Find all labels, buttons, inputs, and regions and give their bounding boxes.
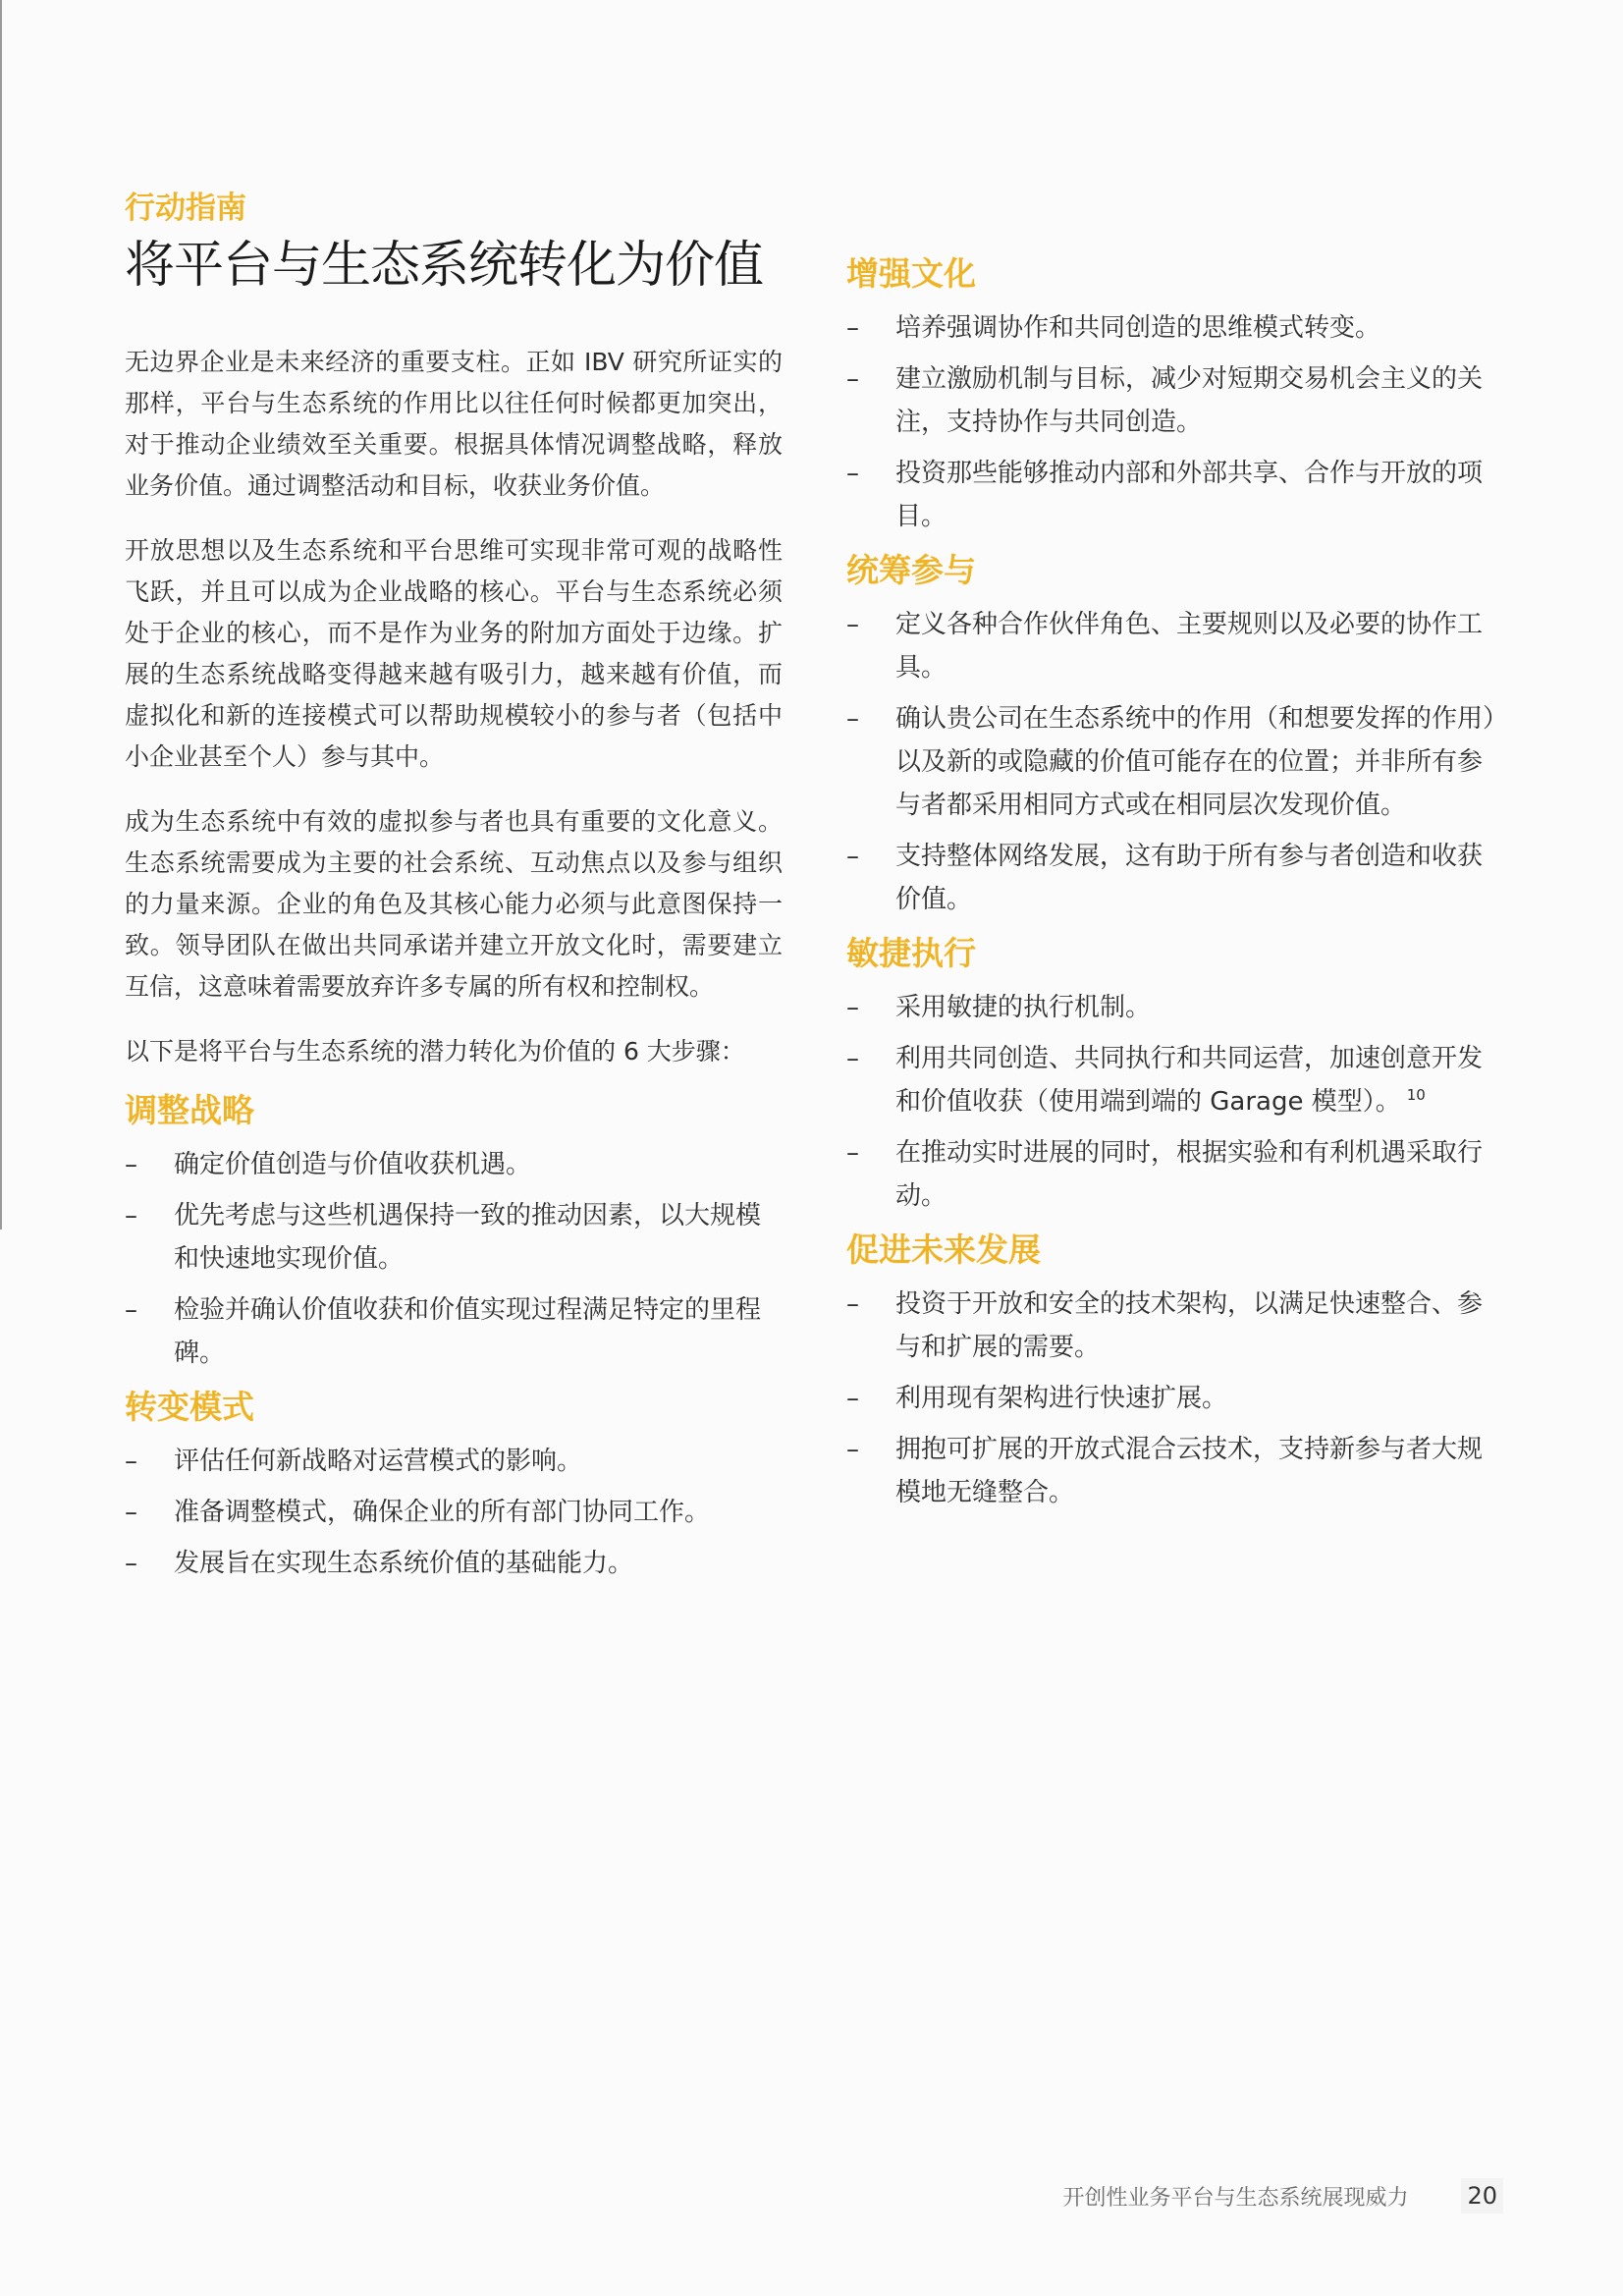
bullet-list: [846, 603, 1504, 921]
list-item-text: 支持整体网络发展，这有助于所有参与者创造和收获价值。: [895, 842, 1484, 914]
section-eyebrow: 行动指南: [125, 191, 246, 226]
section-heading: 调整战略: [125, 1091, 254, 1129]
dash-marker: –: [846, 610, 859, 639]
section-heading: 促进未来发展: [846, 1230, 1041, 1269]
list-item: [846, 452, 1504, 538]
list-item-text: 评估任何新战略对运营模式的影响。: [174, 1447, 583, 1476]
dash-marker: –: [846, 1289, 859, 1319]
list-item-text: 在推动实时进展的同时，根据实验和有利机遇采取行动。: [895, 1138, 1484, 1211]
bullet-list: [846, 1283, 1504, 1514]
list-item: [125, 1542, 783, 1585]
page-edge-divider: [0, 0, 2, 1230]
intro-text: [125, 342, 783, 1072]
list-item-text: 采用敏捷的执行机制。: [895, 993, 1152, 1022]
dash-marker: –: [846, 459, 859, 488]
list-item-text: 准备调整模式，确保企业的所有部门协同工作。: [174, 1498, 711, 1527]
list-item: [846, 306, 1504, 350]
intro-paragraph-4: 以下是将平台与生态系统的潜力转化为价值的 6 大步骤：: [125, 1037, 745, 1066]
dash-marker: –: [125, 1549, 137, 1578]
section-transform-model: [125, 1385, 783, 1585]
dash-marker: –: [125, 1150, 137, 1179]
section-coordinate-participation: [846, 548, 1504, 921]
list-item: [125, 1491, 783, 1534]
section-future-development: [846, 1228, 1504, 1514]
list-item-text: 利用共同创造、共同执行和共同运营，加速创意开发和价值收获（使用端到端的 Garage 模型）。: [895, 1044, 1484, 1117]
list-item: [846, 1131, 1504, 1218]
dash-marker: –: [846, 842, 859, 871]
left-column: [125, 189, 783, 1595]
dash-marker: –: [846, 1138, 859, 1168]
dash-marker: –: [846, 1384, 859, 1413]
bullet-list: [125, 1143, 783, 1375]
bullet-list: [125, 1440, 783, 1585]
list-item-text: 检验并确认价值收获和价值实现过程满足特定的里程碑。: [174, 1295, 762, 1368]
list-item: [125, 1288, 783, 1375]
list-item-text: 发展旨在实现生态系统价值的基础能力。: [174, 1549, 634, 1578]
list-item: [125, 1440, 783, 1483]
section-heading: 敏捷执行: [846, 934, 976, 972]
list-item-text: 建立激励机制与目标，减少对短期交易机会主义的关注，支持协作与共同创造。: [895, 364, 1484, 437]
footnote-reference: 10: [1406, 1086, 1426, 1105]
list-item: [846, 603, 1504, 689]
page-number: 20: [1461, 2178, 1503, 2214]
list-item-text: 培养强调协作和共同创造的思维模式转变。: [895, 313, 1381, 343]
dash-marker: –: [846, 1044, 859, 1073]
list-item: [846, 1377, 1504, 1420]
list-item: [846, 357, 1504, 444]
list-item-text: 确认贵公司在生态系统中的作用（和想要发挥的作用）以及新的或隐藏的价值可能存在的位置；并非所有参与者都采用相同方式或在相同层次发现价值。: [895, 704, 1496, 820]
dash-marker: –: [846, 364, 859, 394]
section-heading: 转变模式: [125, 1388, 254, 1426]
list-item: [846, 835, 1504, 921]
list-item: [846, 1037, 1504, 1123]
bullet-list: [846, 306, 1504, 538]
dash-marker: –: [846, 1435, 859, 1464]
dash-marker: –: [846, 993, 859, 1022]
section-enhance-culture: [846, 251, 1504, 538]
section-agile-execution: [846, 931, 1504, 1218]
intro-paragraph-3: 成为生态系统中有效的虚拟参与者也具有重要的文化意义。生态系统需要成为主要的社会系统、互动焦点以及参与组织的力量来源。企业的角色及其核心能力必须与此意图保持一致。领导团队在做出共同承诺并建立开放文化时，需要建立互信，这意味着需要放弃许多专属的所有权和控制权。: [125, 807, 783, 1001]
dash-marker: –: [125, 1447, 137, 1476]
section-heading: 增强文化: [846, 254, 976, 293]
list-item-text: 拥抱可扩展的开放式混合云技术，支持新参与者大规模地无缝整合。: [895, 1435, 1484, 1507]
list-item: [125, 1143, 783, 1186]
section-heading: 统筹参与: [846, 551, 976, 589]
dash-marker: –: [125, 1295, 137, 1325]
list-item: [846, 1283, 1504, 1369]
list-item: [846, 1428, 1504, 1514]
page-title: 将平台与生态系统转化为价值: [125, 237, 764, 295]
list-item-text: 优先考虑与这些机遇保持一致的推动因素，以大规模和快速地实现价值。: [174, 1201, 762, 1274]
list-item-text: 利用现有架构进行快速扩展。: [895, 1384, 1228, 1413]
page-footer: [1062, 2178, 1503, 2214]
list-item-text: 确定价值创造与价值收获机遇。: [174, 1150, 532, 1179]
section-adjust-strategy: [125, 1088, 783, 1375]
dash-marker: –: [846, 704, 859, 734]
list-item: [846, 986, 1504, 1029]
dash-marker: –: [125, 1201, 137, 1230]
intro-paragraph-2: 开放思想以及生态系统和平台思维可实现非常可观的战略性飞跃，并且可以成为企业战略的核心。平台与生态系统必须处于企业的核心，而不是作为业务的附加方面处于边缘。扩展的生态系统战略变得越来越有吸引力，越来越有价值，而虚拟化和新的连接模式可以帮助规模较小的参与者（包括中小企业甚至个人）参与其中。: [125, 536, 783, 771]
list-item-text: 投资于开放和安全的技术架构，以满足快速整合、参与和扩展的需要。: [895, 1289, 1484, 1362]
dash-marker: –: [125, 1498, 137, 1527]
dash-marker: –: [846, 313, 859, 343]
bullet-list: [846, 986, 1504, 1218]
list-item-text: 定义各种合作伙伴角色、主要规则以及必要的协作工具。: [895, 610, 1484, 683]
intro-paragraph-1: 无边界企业是未来经济的重要支柱。正如 IBV 研究所证实的那样，平台与生态系统的作用比以往任何时候都更加突出，对于推动企业绩效至关重要。根据具体情况调整战略，释放业务价值。通过调整活动和目标，收获业务价值。: [125, 348, 783, 500]
list-item: [846, 697, 1504, 827]
list-item: [125, 1194, 783, 1281]
publication-title: 开创性业务平台与生态系统展现威力: [1062, 2185, 1409, 2211]
list-item-text: 投资那些能够推动内部和外部共享、合作与开放的项目。: [895, 459, 1484, 531]
right-column: [846, 251, 1504, 1524]
